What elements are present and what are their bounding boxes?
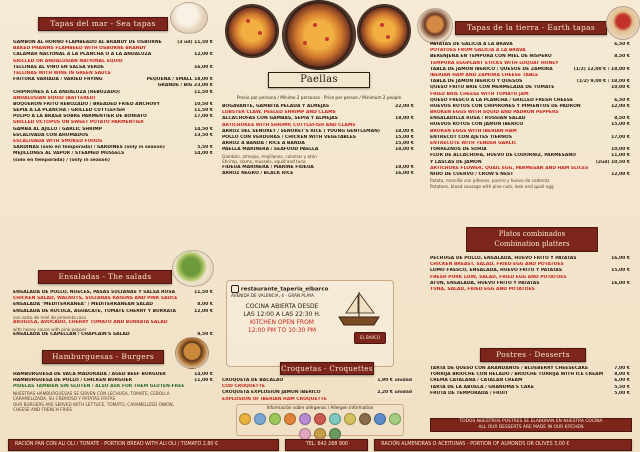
ensaladas-list (13, 290, 213, 338)
paellas-item-price: 18,00 € (395, 164, 414, 170)
ensaladas-note: con salsa de miel de pimienta rosa (13, 314, 87, 320)
tapas-tierra-item-name: NIDO DE CUERVO / CROW'S NEST (430, 171, 514, 177)
tapas-del-mar-item-name: PULPO A LA BRASA SOBRE PARMENTIER DE BONIATO (13, 114, 147, 120)
tapas-del-mar-item-price: PEQUEÑA / SMALL 18,00 € (146, 77, 213, 83)
paellas-note: Precio por persona / Mínimo 2 personas · Price per person / Minimum 2 people (236, 95, 402, 100)
tapas-del-mar-item-name: FRITURA VARIADA / VARIED FRYING (13, 77, 103, 83)
tapas-tierra-item-price: 8,50 € (614, 116, 630, 122)
postres-note (430, 418, 632, 432)
combinados-item-price: 15,00 € (611, 268, 630, 274)
allergen-icon (329, 413, 341, 425)
paellas-note: Gambón, almejas, mejillones, calamar y atún (222, 153, 317, 159)
tapas-tierra-list (430, 42, 630, 189)
combinados-item-price: 16,00 € (611, 280, 630, 286)
tapas-tierra-item-price: 11,00 € (611, 153, 630, 159)
hamburguesas-note: NUESTRAS HAMBURGUESAS SE SIRVEN CON LECHUGA, TOMATE, CEBOLLA (13, 390, 170, 396)
tapas-del-mar-banner: Tapas del mar - Sea tapas (38, 17, 168, 31)
tapas-tierra-item-name: FRIED BRIE CHEESE WITH TOMATO JAM (430, 91, 529, 97)
ensaladas-item (13, 309, 213, 315)
tapas-tierra-item-name: ENTRECOTE WITH TENDER GARLIC (430, 141, 517, 146)
tapas-tierra-item-name: BROKEN EGGS WITH IBERIAN HAM (430, 128, 517, 134)
croquetas-item (222, 397, 412, 403)
tapas-tierra-item-price: (1/2) 12,00 € / 18,00 € (573, 66, 630, 72)
allergen-icon (299, 413, 311, 425)
paella-pan-image-2 (282, 0, 356, 70)
paellas-item-name: POLLO CON VERDURAS / CHICKEN WITH VEGETABLES (222, 134, 357, 140)
ensaladas-item (13, 332, 213, 338)
allergen-icon (374, 413, 386, 425)
kitchen-hours (231, 303, 333, 335)
tapas-del-mar-item-price: 13,50 € (194, 132, 213, 138)
phone-number[interactable]: TEL. 642 268 900 (285, 439, 368, 451)
tapas-tierra-item (430, 172, 630, 178)
tapas-del-mar-item-price: 16,00 € (194, 64, 213, 70)
croquetas-item-name: COD CROQUETTE (222, 384, 265, 390)
ensaladas-item-price: 11,50 € (194, 290, 213, 295)
tapas-del-mar-item-price: 10,50 € (194, 101, 213, 107)
allergen-icon (359, 413, 371, 425)
paellas-item-name: PAELLA MARINERA / SEAFOOD PAELLA (222, 147, 319, 153)
paellas-item-name: ARROZ A BANDA / RICE A BANDA (222, 141, 305, 147)
croquetas-item-name: CROQUETA DE BACALAO (222, 378, 284, 383)
allergen-icon (239, 413, 251, 425)
paellas-item-price: 15,00 € (395, 134, 414, 140)
hours-en: 12:00 PM TO 10:30 PM (247, 327, 317, 334)
combinados-item-price: 16,00 € (611, 256, 630, 261)
ensaladas-item (13, 320, 213, 326)
tapas-del-mar-item-price: 11,50 € (194, 108, 213, 114)
paellas-item-price: 22,00 € (395, 104, 414, 109)
postres-list (430, 366, 630, 397)
tapas-tierra-item-price: 17,00 € (611, 134, 630, 140)
hamburguesas-item-price: 14,00 € (194, 372, 213, 377)
allergen-icon (314, 413, 326, 425)
paellas-item-name: FIDEUÁ MARINERA / MARINE FIDEUA (222, 164, 314, 170)
tapas-tierra-item-name: TABLA DE JAMÓN IBÉRICO Y QUESOS (430, 79, 523, 85)
paellas-item-name: ALCACHOFAS CON GAMBAS, SEPIA Y ALMEJAS (222, 116, 338, 122)
tapas-tierra-item-name: ENTRECOT CON AJETES TIERNOS (430, 134, 512, 140)
paellas-item (222, 171, 414, 177)
hamburguesas-item-name: HAMBURGUESA DE VACA MADURADA / AGED BEEF BURGUER (13, 372, 166, 377)
paellas-item (222, 147, 414, 153)
paellas-item-price: 18,00 € (395, 128, 414, 134)
tapas-tierra-item-price: (1/2) 9,00 € / 18,00 € (576, 79, 630, 85)
tapas-tierra-item-price: 6,50 € (614, 42, 630, 47)
postres-item-name: TARTA DE QUESO CON ARÁNDANOS / BLUEBERRY CHEESECAKE (430, 366, 589, 371)
paellas-item-price: 18,00 € (395, 116, 414, 122)
combinados-title-en: Combination platters (494, 240, 570, 248)
paellas-item-name: ARROZ NEGRO / BLACK RICE (222, 170, 294, 176)
ensaladas-item-name: ENSALADA DE POLLO, NUECES, PASAS SULTANAS Y SALSA ROSA (13, 290, 176, 295)
croquetas-item-name: EXPLOSION OF IBERIAN HAM CROQUETTE (222, 396, 327, 402)
paellas-item-name: ARROZ DEL SEÑORET / SEÑORET'S RICE ( YOUNG GENTLEMAN) (222, 128, 380, 134)
postres-item-price: 8,00 € (614, 372, 630, 378)
tapas-del-mar-item-name: SEPIA A LA PLANCHA / GRILLED CUTTLEFISH (13, 108, 125, 114)
tapas-del-mar-item-price: 17,00 € (194, 114, 213, 120)
address: AVENIDA DE VALENCIA, 4 - GRAN PLAYA (231, 293, 315, 298)
paellas-item-price: 16,00 € (395, 170, 414, 176)
tapas-del-mar-item-name: CHIPIRONES A LA ANDALUZA (REBOZADO) (13, 89, 120, 95)
allergen-icon (344, 413, 356, 425)
paella-pan-image-1 (225, 4, 279, 58)
combinados-item-name: CHICKEN BREAST, SALAD, FRIED EGG AND POTATOES (430, 262, 564, 268)
tapas-del-mar-item-price: (3 ud) 11,50 € (177, 40, 213, 45)
combinados-item-name: TUNA, SALAD, FRIED EGG AND POTATOES (430, 286, 535, 292)
tapas-del-mar-item-name: SARDINAS (solo en temporada) / SARDINES (only in season) (13, 145, 165, 151)
postres-item-price: 5,50 € (614, 384, 630, 390)
tapas-del-mar-item-name: TELLINAS AL VINO EN SALSA VERDE (13, 64, 104, 70)
tapas-tierra-item-name: Y LASCAS DE JAMÓN (430, 159, 482, 165)
tapas-tierra-item-name: HUEVOS ROTOS CON CHIPIRONES Y PIMIENTOS DE PADRÓN (430, 103, 581, 109)
ensaladas-item-name: ENSALADA "MEDITERRÁNEA" / MEDITERRANEAN SALAD (13, 302, 153, 308)
tapas-tierra-item-price: 12,00 € (611, 103, 630, 109)
tapas-tierra-item-name: HUEVOS ROTOS CON JAMÓN IBÉRICO (430, 122, 524, 128)
tapas-del-mar-item-name: GRILLED OR ANDALUSIAN NATIONAL SQUID (13, 58, 123, 64)
croquetas-item-price: 1,90 € unidad (377, 378, 412, 383)
combinados-item-name: PECHUGA DE POLLO, ENSALADA, HUEVO FRITO Y PATATAS (430, 256, 577, 261)
tapas-tierra-note: Patata, morcilla con piñones, puerro y huevo de codorniz (430, 178, 550, 184)
hamburguesas-list (13, 372, 213, 413)
tapas-del-mar-item-name: BAKED PRAWNS FLAMBÉED WITH OSBORNE BRANDY (13, 46, 147, 52)
tapas-tierra-item-price: 10,00 € (611, 85, 630, 91)
postres-item-price: 7,00 € (614, 366, 630, 371)
tapas-del-mar-item-name: GAMBA AL AJILLO / GARLIC SHRIMP (13, 126, 103, 132)
paellas-banner: Paellas (268, 72, 370, 88)
croquetas-list (222, 378, 412, 403)
allergen-panel (236, 404, 404, 436)
tapas-del-mar-item-name: ANDALUSIAN SQUID (BATTERED) (13, 95, 96, 101)
combinados-title-es: Platos combinados (498, 230, 566, 238)
ensaladas-item-price: 8,50 € (197, 332, 213, 338)
tapas-tierra-item-name: QUESO FRITO BRIE CON MERMELADA DE TOMATE (430, 85, 555, 91)
tapas-del-mar-item-price: 11,50 € (194, 89, 213, 95)
postres-banner: Postres - Desserts (480, 348, 586, 362)
postres-item-name: FRUTA DE TEMPORADA / FRUIT (430, 390, 508, 396)
earth-tapas-image-2 (606, 6, 640, 40)
paellas-item-price: 15,00 € (395, 141, 414, 147)
open-en: KITCHEN OPEN FROM (250, 319, 314, 326)
tapas-tierra-note: Potatoes, blood sausage with pine nuts, leek and quail egg (430, 183, 554, 189)
tapas-del-mar-item-name: BOQUERÓN FRITO REBOZADO / BREADED FRIED ANCHOVY (13, 101, 160, 107)
tapas-del-mar-item-name: MEJILLONES AL VAPOR / STEAMED MUSSELS (13, 151, 125, 157)
postres-note-en: ALL OUR DESSERTS ARE MADE IN OUR KITCHEN (478, 425, 584, 430)
hamburguesas-note: OUR BURGERS ARE SERVED WITH LETTUCE, TOMATO, CARAMELIZED ONION, (13, 401, 175, 407)
allergen-title: Información sobre alérgenos / Allergen information (266, 405, 374, 410)
tapas-tierra-item-name: TEMPURA EGGPLANT STICKS WITH LOQUAT HONEY (430, 60, 559, 66)
tapas-tierra-item-name: TORREZNOS DE SORIA (430, 147, 487, 153)
bread-portion: RACIÓN PAN CON ALI OLI / TOMATE - PORTION BREAD WITH ALI OLI / TOMATO 2,80 € (8, 439, 279, 451)
paellas-item-name: BOGAVANTE, GAMBITA PELADA Y ALMEJAS (222, 104, 330, 109)
salad-dish-image (172, 250, 214, 287)
postres-item-price: 5,00 € (614, 390, 630, 396)
ensaladas-item-price: 12,00 € (194, 308, 213, 314)
tapas-del-mar-item-name: TELLINAS WITH WINE IN GREEN SAUCE (13, 70, 111, 76)
tapas-del-mar-item-name: GAMBÓN AL HORNO FLAMBEADO AL BRANDY DE OSBORNE (13, 40, 162, 45)
tapas-tierra-item-name: QUESO FRESCO A LA PLANCHA / GRILLED FRESH CHEESE (430, 97, 574, 103)
paellas-item-price: 18,00 € (395, 147, 414, 153)
tapas-del-mar-item-price: 12,00 € (194, 52, 213, 58)
tapas-tierra-item-name: POTATOES FROM GALICIA A LA BRAVA (430, 48, 526, 54)
hamburguesas-banner: Hamburguesas - Burgers (42, 350, 164, 364)
tapas-del-mar-item-name: GRILLED OCTOPUS ON SWEET POTATO PARMENTIER (13, 120, 144, 126)
paellas-item-name: LOBSTER CLAW, PEELED SHRIMP AND CLAMS (222, 110, 336, 116)
tapas-del-mar-item (13, 158, 213, 164)
croquetas-banner: Croquetas - Croquettes (281, 364, 373, 373)
allergen-icon (269, 413, 281, 425)
tapas-tierra-item-price: 6,50 € (614, 97, 630, 103)
postres-item-name: TORRIJA BRIOCHE CON HELADO / BRIOCHE TORRIJA WITH ICE CREAM (430, 372, 604, 378)
paellas-item-name: ARTICHOKES WITH SHRIMP, CUTTLEFISH AND CLAMS (222, 122, 356, 128)
combinados-item-name: FRESH PORK LOIN, SALAD, FRIED EGG AND POTATOES (430, 274, 567, 280)
tapas-del-mar-item-price: GRANDE / BIG 23,00 € (157, 83, 213, 89)
tapas-del-mar-item-name: ESCALIVADA CON AHUMADOS (13, 132, 89, 138)
combinados-banner (466, 227, 598, 252)
combinados-item-name: LOMO FRESCO, ENSALADA, HUEVO FRITO Y PATATAS (430, 268, 563, 274)
tapas-tierra-banner: Tapas de la tierra - Earth tapas (455, 21, 607, 35)
ensaladas-item-name: ENSALADA DE CAPELLÁN / CHAPLAIN'S SALAD (13, 332, 130, 338)
tapas-del-mar-item-price: 14,00 € (194, 151, 213, 157)
ensaladas-banner: Ensaladas - The salads (38, 270, 172, 284)
tapas-tierra-item-name: PATATAS DE GALICIA A LA BRAVA (430, 42, 513, 47)
allergen-icon (284, 413, 296, 425)
hamburguesas-item (13, 384, 213, 390)
tapas-del-mar-list (13, 40, 213, 164)
tapas-del-mar-item-price: 14,50 € (194, 126, 213, 132)
olives-portion: RACIÓN ALMENDRAS O ACEITUNAS - PORTION OF ALMONDS OR OLIVES 3,00 € (374, 439, 632, 451)
allergen-icon (389, 413, 401, 425)
tapas-del-mar-item-price: 5,50 € (197, 145, 213, 151)
ensaladas-note: with honey sauce with pink pepper (13, 326, 87, 332)
tapas-del-mar-item-name: ESCALIVADA WITH SMOKED FOODS (13, 139, 103, 144)
burger-image (175, 337, 209, 369)
tapas-tierra-item-name: BROKEN EGGS WITH SQUID AND PADRÓN PEPPERS (430, 110, 559, 116)
ensaladas-item-name: ENSALADA DE RÚCULA, AGUACATE, TOMATE CHERRY Y BURRATA (13, 308, 176, 314)
paella-pan-image-3 (357, 4, 411, 58)
hamburguesas-note: CHEESE AND FRENCH FRIES (13, 407, 72, 413)
ensaladas-item-name: ARUGULA, AVOCADO, CHERRY TOMATO AND BURRATA SALAD (13, 320, 168, 326)
ensaladas-item-price: 8,00 € (197, 302, 213, 308)
croquetas-item-name: CROQUETA EXPLOSIÓN JAMÓN IBÉRICO (222, 390, 321, 396)
combinados-list (430, 256, 630, 293)
tapas-tierra-item-price: 12,00 € (611, 171, 630, 177)
combinados-item-name: ATÚN, ENSALADA, HUEVO FRITO Y PATATAS (430, 280, 540, 286)
tapas-tierra-item-name: IBERIAN HAM AND ZAMORA CHEESE TABLE (430, 72, 539, 78)
tapas-tierra-item-price: 8,50 € (614, 54, 630, 60)
paellas-note: Shrimp, clams, mussels, squid and tuna (222, 159, 306, 165)
tapas-tierra-item-price: 10,00 € (611, 147, 630, 153)
brand-badge: EL BARCO (354, 332, 386, 344)
hamburguesas-item-name: HAMBURGUESA DE POLLO / CHICKEN BURGUER (13, 378, 133, 384)
tapas-tierra-item-name: FLOR DE ALCACHOFA, HUEVO DE CODORNIZ, PARMESANO (430, 153, 576, 159)
hamburguesas-item-price: 11,00 € (194, 378, 213, 384)
tapas-tierra-item-name: BERENJENA EN TEMPURA CON MIEL DE NÍSPERO (430, 54, 552, 60)
combinados-item (430, 287, 630, 293)
hamburguesas-item-name: PÍDELAS TAMBIÉN SIN GLUTEN / ALSO ASK FOR THEM GLUTEN-FREE (13, 384, 185, 390)
paellas-list (222, 104, 414, 177)
allergen-icon (254, 413, 266, 425)
instagram-handle[interactable]: restaurante_taperia_elbarco (240, 286, 329, 293)
hours-es: LAS 12:00 A LAS 22:30 H. (243, 311, 321, 318)
postres-item-price: 6,00 € (614, 378, 630, 384)
tapas-tierra-item-price: (2ud) 10,50 € (595, 159, 630, 165)
earth-tapas-image (417, 8, 453, 44)
hamburguesas-note: CARAMELIZADA, SU CREMOSO Y PATATAS FRITAS (13, 396, 116, 402)
ensaladas-item-name: CHICKEN SALAD, WALNUTS, SULTANAS RAISINS AND PINK SAUCE (13, 296, 178, 302)
tapas-tierra-item-name: TABLA DE JAMÓN IBÉRICO / QUESOS DE ZAMORA (430, 66, 553, 72)
instagram-icon (231, 285, 239, 293)
ship-logo-icon (334, 287, 384, 329)
postres-note-es: TODOS NUESTROS POSTRES SE ELABORAN EN NUESTRA COCINA (459, 419, 603, 424)
postres-item-name: TARTA DE LA ABUELA / GRANDMA'S CAKE (430, 384, 534, 390)
tapas-del-mar-item-name: (solo en temporada) / (only in season) (13, 157, 110, 163)
open-es: COCINA ABIERTA DESDE (245, 303, 319, 310)
tapas-tierra-item-name: ENSALADILLA RUSA / RUSSIAN SALAD (430, 116, 526, 122)
bottom-bar (0, 437, 640, 452)
postres-item-name: CREMA CATALANA / CATALAN CREAM (430, 378, 523, 384)
tapas-del-mar-item-name: CALAMAR NACIONAL A LA PLANCHA O A LA ANDALUZA (13, 52, 152, 58)
croquetas-item-price: 2,20 € unidad (377, 390, 412, 396)
shrimp-dish-image (170, 2, 208, 34)
tapas-tierra-item-price: 15,00 € (611, 122, 630, 128)
tapas-tierra-item-name: ARTICHOKE FLOWER, QUAIL EGG, PARMESAN AND HAM SLICES (430, 165, 589, 171)
postres-item (430, 391, 630, 397)
